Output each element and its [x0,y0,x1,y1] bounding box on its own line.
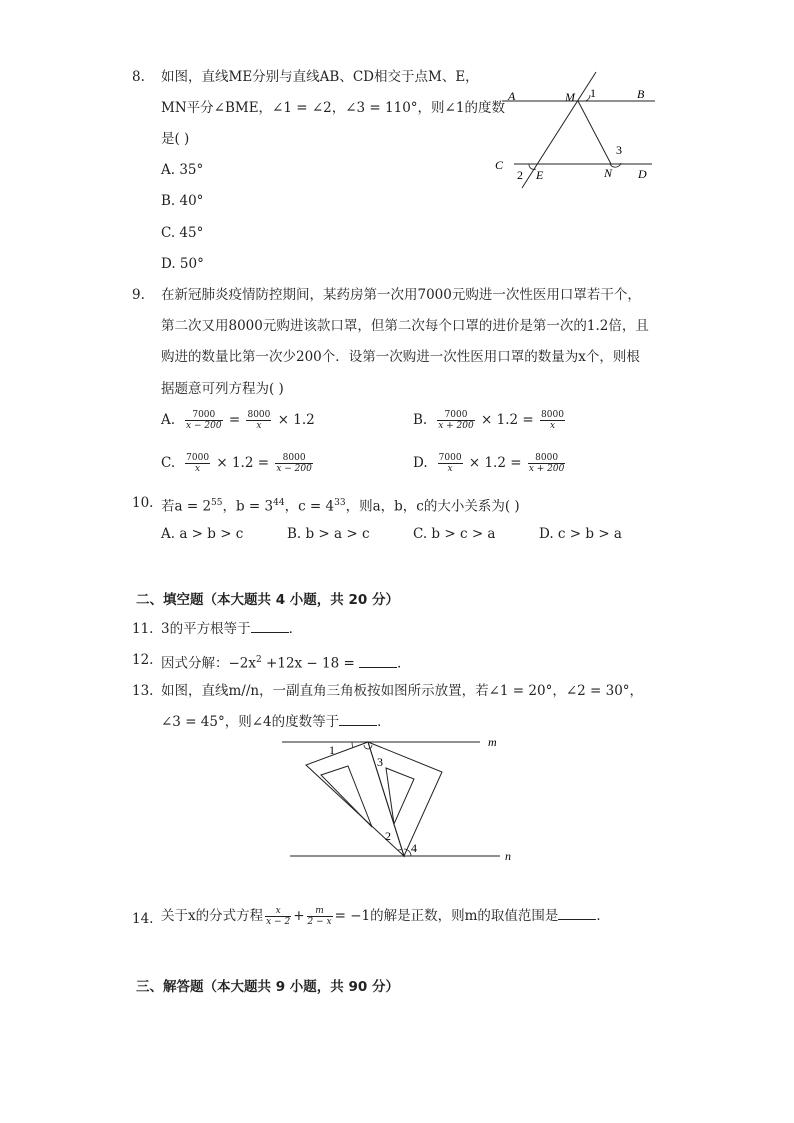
q11-number: 11. [132,621,154,637]
frac-num: 8000 [247,410,271,420]
frac-den: x [256,421,262,431]
frac-den: x − 200 [186,421,222,431]
q13-label-n: n [505,849,511,862]
q10-option-b: B. b > a > c [287,526,370,542]
q10-stem [161,494,520,516]
q8-label-n: N [604,166,613,180]
q8-figure [490,66,665,191]
q9-number: 9. [132,287,145,303]
frac-num: 8000 [275,453,313,464]
q14-stem [161,906,610,927]
frac-num: 7000 [186,453,210,463]
q13-line2-text: ∠3 = 45°，则∠4的度数等于 [161,714,340,730]
q10-post: ，则a，b，c的大小关系为( ) [345,498,520,515]
q8-line2: MN平分∠BME，∠1 = ∠2，∠3 = 110°，则∠1的度数 [161,100,505,116]
q10-a: a = 2 [174,498,212,515]
frac-den: x − 2 [266,917,291,927]
q13-label-1: 1 [329,743,335,757]
equals: = [228,412,241,428]
q8-option-d: D. 50° [161,256,204,272]
q14-answer-blank[interactable] [558,907,596,920]
q8-label-d: D [638,167,647,181]
q11-answer-blank[interactable] [251,620,289,633]
q12-exp: 2 [256,655,262,665]
q13-figure [276,732,516,862]
q13-line2 [161,713,391,731]
plus: + [293,908,305,924]
q13-number: 13. [132,683,154,699]
q12-text: 因式分解：−2x [161,655,257,672]
q14-end: ． [596,908,610,924]
q14-pre: 关于x的分式方程 [161,908,264,924]
q12-end: ． [397,655,411,672]
frac-num: 8000 [541,410,564,420]
q8-label-1: 1 [590,86,596,100]
q9-option-b [413,410,567,431]
frac-den: x [447,464,453,474]
frac-num: 8000 [528,453,566,464]
q8-label-m: M [565,90,575,104]
q8-label-e: E [536,168,544,182]
q10-number: 10. [132,495,154,511]
q9-line2: 第二次又用8000元购进该款口罩，但第二次每个口罩的进价是第一次的1.2倍，且 [161,318,649,334]
q12-stem [161,651,411,673]
frac-num: 7000 [437,410,475,421]
frac-den: 2 − x [307,917,332,927]
times-factor: × 1.2 = [468,455,522,471]
q13-label-2: 2 [385,829,391,843]
frac-den: x [195,464,201,474]
frac-num: 7000 [438,453,462,463]
q9-line1: 在新冠肺炎疫情防控期间，某药房第一次用7000元购进一次性医用口罩若干个， [161,287,641,303]
q9-line3: 购进的数量比第一次少200个．设第一次购进一次性医用口罩的数量为x个，则根 [161,349,640,365]
q10-option-c: C. b > c > a [413,526,496,542]
frac-den: x + 200 [528,464,565,474]
q10-option-a: A. a > b > c [161,526,244,542]
q11-stem [161,620,302,638]
q10-a-exp: 55 [211,498,223,508]
frac-num: x [265,906,291,917]
q11-end: ． [288,621,303,637]
q9-option-c [161,453,315,474]
q14-number: 14. [132,911,154,927]
q12-answer-blank[interactable] [359,655,397,668]
q11-text: 3的平方根等于 [161,621,251,637]
q8-label-b: B [637,87,645,101]
times-factor: × 1.2 [277,412,315,428]
q10-b: ，b = 3 [222,498,274,515]
q12-text2: +12x − 18 = [261,655,355,672]
q8-line1: 如图，直线ME分别与直线AB、CD相交于点M、E， [161,69,479,85]
q13-answer-blank[interactable] [339,713,377,726]
q9-option-d-label: D. [413,455,428,471]
frac-den: x + 200 [438,421,474,431]
q8-line3: 是( ) [161,131,190,147]
q12-number: 12. [132,652,154,668]
q8-option-b: B. 40° [161,193,204,209]
q13-label-4: 4 [411,841,417,855]
q10-pre: 若 [161,498,175,515]
q13-label-3: 3 [377,755,383,769]
q10-b-exp: 44 [273,498,285,508]
q8-label-c: C [495,158,504,172]
q8-label-3: 3 [616,143,622,157]
times-factor: × 1.2 = [216,455,270,471]
frac-num: m [307,906,333,917]
q9-option-a [161,410,315,431]
times-factor: × 1.2 = [481,412,534,428]
frac-den: x [549,421,556,431]
q9-option-a-label: A. [161,412,176,428]
section-solve-title: 三、解答题（本大题共 9 小题，共 90 分） [136,979,399,995]
q8-label-a: A [508,89,516,103]
q9-option-c-label: C. [161,455,176,471]
q8-option-c: C. 45° [161,225,204,241]
q13-end: ． [377,714,391,730]
q9-option-b-label: B. [413,412,428,428]
q8-label-2: 2 [517,168,523,182]
q9-option-d [413,453,567,474]
q13-label-m: m [488,735,497,749]
q10-c: ，c = 4 [284,498,335,515]
section-fill-in-title: 二、填空题（本大题共 4 小题，共 20 分） [136,592,399,608]
frac-num: 7000 [185,410,223,421]
q10-c-exp: 33 [334,498,346,508]
frac-den: x − 200 [276,464,312,474]
q10-option-d: D. c > b > a [539,526,622,542]
q8-option-a: A. 35° [161,162,204,178]
q13-line1: 如图，直线m//n，一副直角三角板按如图所示放置，若∠1 = 20°，∠2 = 30°， [161,683,644,699]
q14-post: = −1的解是正数，则m的取值范围是 [334,908,559,924]
q9-line4: 据题意可列方程为( ) [161,381,284,397]
q8-number: 8. [132,69,145,85]
